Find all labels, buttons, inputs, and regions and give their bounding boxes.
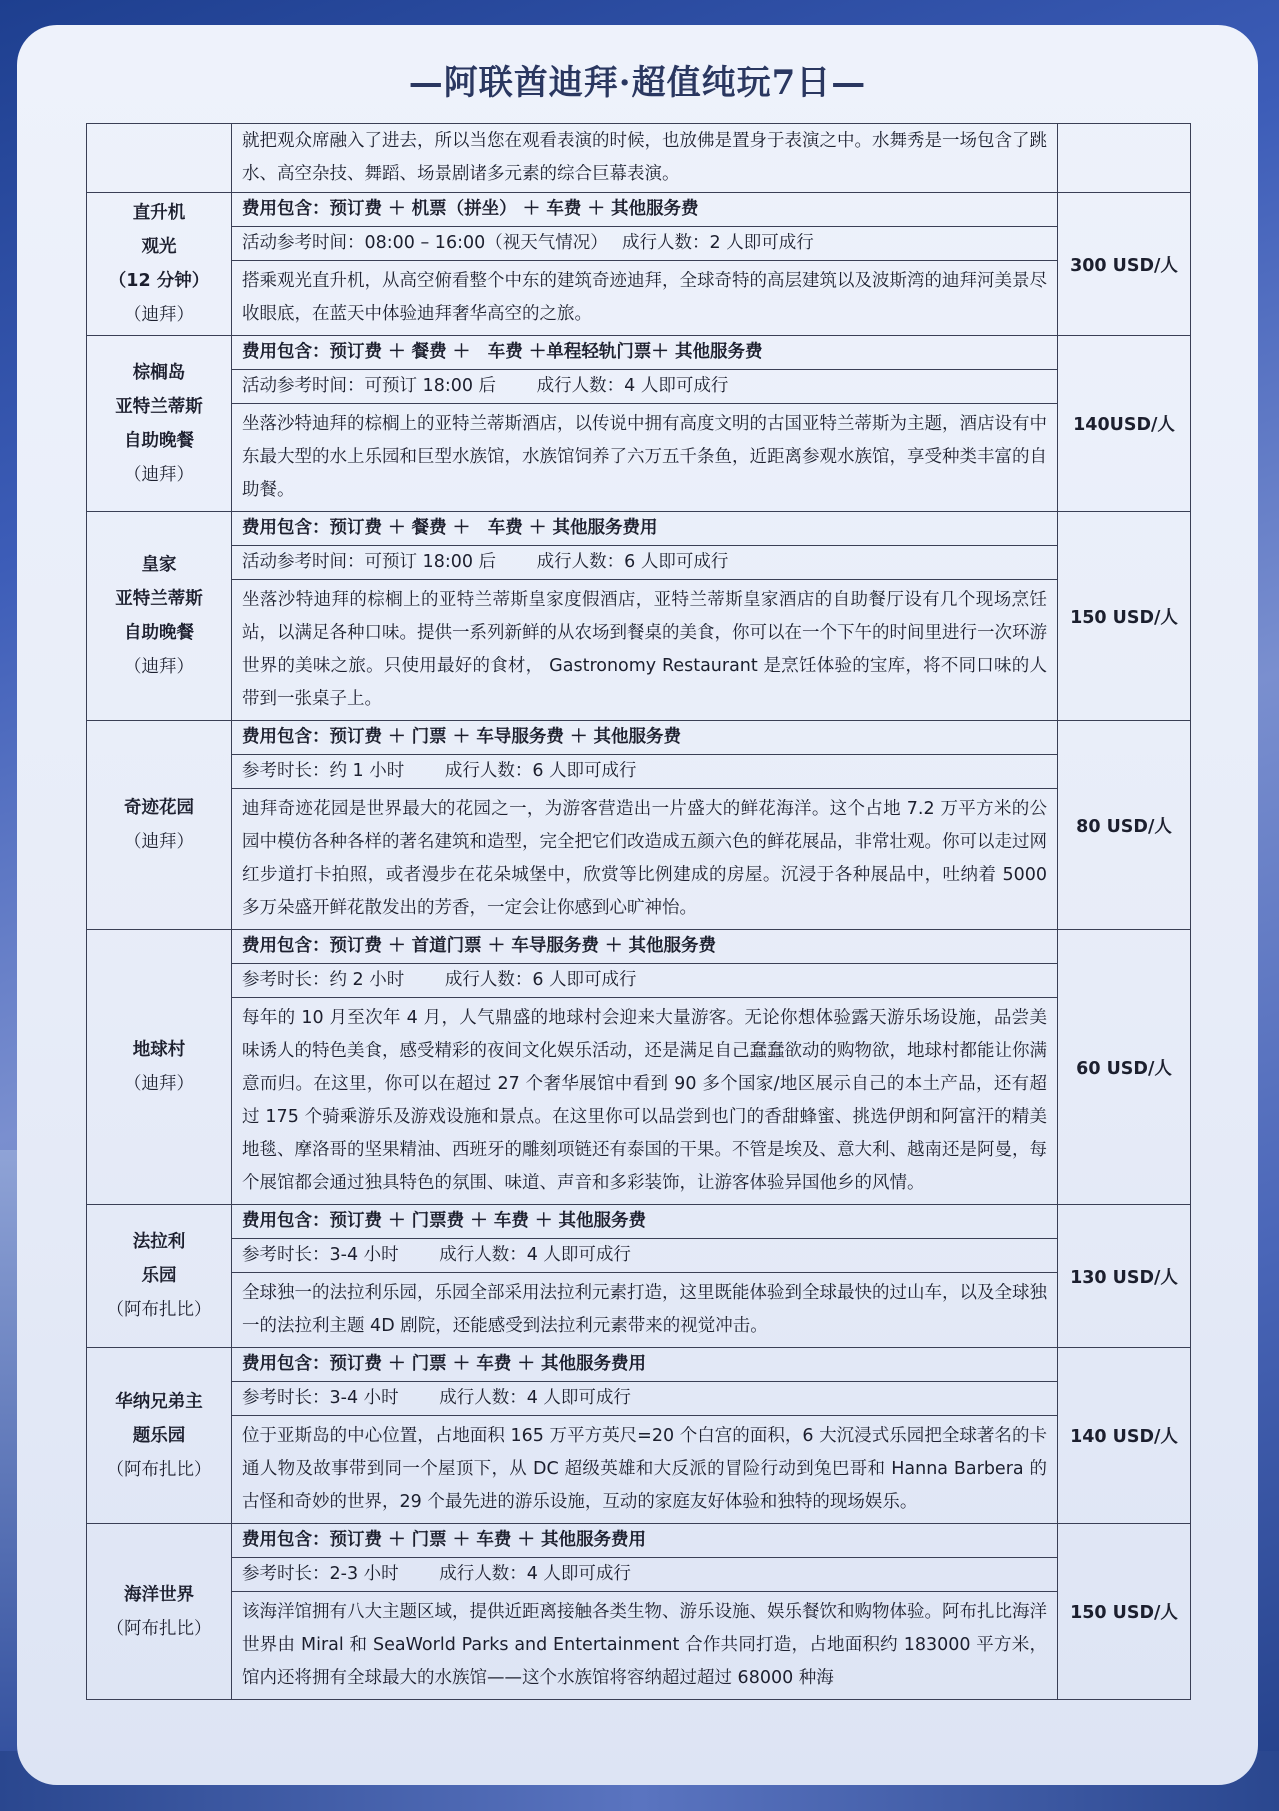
activity-time-and-size: 参考时长：约 1 小时 成行人数：6 人即可成行 (232, 755, 1058, 789)
activity-name-line: 乐园 (141, 1266, 177, 1286)
activity-desc-row (87, 998, 1191, 1205)
activity-info-row (87, 1558, 1191, 1592)
activity-desc-row (87, 1592, 1191, 1700)
activity-name (87, 1205, 232, 1348)
activity-desc-row (87, 404, 1191, 512)
empty-item-cell (87, 124, 232, 193)
activity-location: （阿布扎比） (106, 1300, 212, 1320)
activity-time-and-size: 活动参考时间：08:00 – 16:00（视天气情况） 成行人数：2 人即可成行 (232, 227, 1058, 261)
activity-time-and-size: 参考时长：3-4 小时 成行人数：4 人即可成行 (232, 1382, 1058, 1416)
activity-name (87, 193, 232, 336)
activity-name-line: 自助晚餐 (124, 623, 194, 643)
activity-desc-row (87, 1273, 1191, 1348)
fee-includes: 费用包含：预订费 ＋ 餐费 ＋ 车费 ＋ 其他服务费用 (232, 512, 1058, 546)
activity-row (87, 1524, 1191, 1558)
itinerary-card (17, 25, 1258, 1785)
activity-info-row (87, 1382, 1191, 1416)
activity-description: 位于亚斯岛的中心位置，占地面积 165 万平方英尺=20 个白宫的面积，6 大沉浸式乐园把全球著名的卡通人物及故事带到同一个屋顶下，从 DC 超级英雄和大反派的冒险行动到兔巴哥和 Hanna Barbera 的古怪和奇妙的世界，29 个最先进的游乐设施，互动的家庭友好体验和独特的现场娱乐。 (232, 1416, 1058, 1524)
activity-description: 迪拜奇迹花园是世界最大的花园之一，为游客营造出一片盛大的鲜花海洋。这个占地 7.2 万平方米的公园中模仿各种各样的著名建筑和造型，完全把它们改造成五颜六色的鲜花展品，非常壮观。你可以走过网红步道打卡拍照，或者漫步在花朵城堡中，欣赏等比例建成的房屋。沉浸于各种展品中，吐纳着 5000 多万朵盛开鲜花散发出的芳香，一定会让你感到心旷神怡。 (232, 789, 1058, 930)
activity-location: （阿布扎比） (106, 1618, 212, 1639)
activity-name (87, 336, 232, 512)
activity-name (87, 1348, 232, 1524)
fee-includes: 费用包含：预订费 ＋ 餐费 ＋ 车费 ＋单程轻轨门票＋ 其他服务费 (232, 336, 1058, 370)
activity-description: 搭乘观光直升机，从高空俯看整个中东的建筑奇迹迪拜，全球奇特的高层建筑以及波斯湾的迪拜河美景尽收眼底，在蓝天中体验迪拜奢华高空的之旅。 (232, 261, 1058, 336)
activity-info-row (87, 964, 1191, 998)
activity-name-line: 华纳兄弟主 (115, 1391, 203, 1412)
activity-row (87, 336, 1191, 370)
activity-description: 全球独一的法拉利乐园，乐园全部采用法拉利元素打造，这里既能体验到全球最快的过山车，以及全球独一的法拉利主题 4D 剧院，还能感受到法拉利元素带来的视觉冲击。 (232, 1273, 1058, 1348)
activity-desc-row (87, 789, 1191, 930)
activity-name-line: 棕榈岛 (132, 362, 186, 383)
fee-includes: 费用包含：预订费 ＋ 门票费 ＋ 车费 ＋ 其他服务费 (232, 1205, 1058, 1239)
continuation-row (87, 124, 1191, 193)
activity-desc-row (87, 261, 1191, 336)
fee-includes: 费用包含：预订费 ＋ 门票 ＋ 车费 ＋ 其他服务费用 (232, 1524, 1058, 1558)
fee-includes: 费用包含：预订费 ＋ 机票（拼坐） ＋ 车费 ＋ 其他服务费 (232, 193, 1058, 227)
activity-name-line: 海洋世界 (124, 1584, 194, 1605)
activity-price: 80 USD/人 (1058, 721, 1191, 930)
activity-name (87, 512, 232, 721)
activity-name-line: 题乐园 (132, 1425, 186, 1446)
activity-row (87, 1205, 1191, 1239)
activity-name-line: 皇家 (141, 555, 177, 575)
activity-name-line: 法拉利 (132, 1232, 186, 1252)
page-title: —阿联酋迪拜·超值纯玩7日— (408, 63, 867, 103)
activity-info-row (87, 546, 1191, 580)
activity-price: 60 USD/人 (1058, 930, 1191, 1205)
activity-name-line: 自助晚餐 (124, 430, 194, 451)
fee-includes: 费用包含：预订费 ＋ 首道门票 ＋ 车导服务费 ＋ 其他服务费 (232, 930, 1058, 964)
activity-price: 150 USD/人 (1058, 512, 1191, 721)
activity-name-line: 亚特兰蒂斯 (115, 396, 203, 417)
activity-location: （迪拜） (124, 657, 194, 677)
activity-name (87, 1524, 232, 1700)
activity-price: 300 USD/人 (1058, 193, 1191, 336)
activity-desc-row (87, 580, 1191, 721)
activity-location: （阿布扎比） (106, 1459, 212, 1480)
activity-description: 每年的 10 月至次年 4 月，人气鼎盛的地球村会迎来大量游客。无论你想体验露天游乐场设施，品尝美味诱人的特色美食，感受精彩的夜间文化娱乐活动，还是满足自己蠢蠢欲动的购物欲，地球村都能让你满意而归。在这里，你可以在超过 27 个奢华展馆中看到 90 多个国家/地区展示自己的本土产品，还有超过 175 个骑乘游乐及游戏设施和景点。在这里你可以品尝到也门的香甜蜂蜜、挑选伊朗和阿富汗的精美地毯、摩洛哥的坚果精油、西班牙的雕刻项链还有泰国的干果。不管是埃及、意大利、越南还是阿曼，每个展馆都会通过独具特色的氛围、味道、声音和多彩装饰，让游客体验异国他乡的风情。 (232, 998, 1058, 1205)
activity-description: 该海洋馆拥有八大主题区域，提供近距离接触各类生物、游乐设施、娱乐餐饮和购物体验。阿布扎比海洋世界由 Miral 和 SeaWorld Parks and Entertainment 合作共同打造，占地面积约 183000 平方米，馆内还将拥有全球最大的水族馆——这个水族馆将容纳超过超过 68000 种海 (232, 1592, 1058, 1700)
activity-time-and-size: 活动参考时间：可预订 18:00 后 成行人数：6 人即可成行 (232, 546, 1058, 580)
activity-info-row (87, 1239, 1191, 1273)
activity-row (87, 1348, 1191, 1382)
activity-location: （迪拜） (124, 832, 194, 852)
activity-price: 150 USD/人 (1058, 1524, 1191, 1700)
activity-name-line: 直升机 (132, 203, 186, 223)
activity-name-line: （12 分钟） (108, 271, 210, 291)
activity-price: 140 USD/人 (1058, 1348, 1191, 1524)
activity-info-row (87, 227, 1191, 261)
activity-row (87, 721, 1191, 755)
fee-includes: 费用包含：预订费 ＋ 门票 ＋ 车费 ＋ 其他服务费用 (232, 1348, 1058, 1382)
activity-table (86, 123, 1191, 1700)
activity-description: 坐落沙特迪拜的棕榈上的亚特兰蒂斯酒店，以传说中拥有高度文明的古国亚特兰蒂斯为主题，酒店设有中东最大型的水上乐园和巨型水族馆，水族馆饲养了六万五千条鱼，近距离参观水族馆，享受种类丰富的自助餐。 (232, 404, 1058, 512)
activity-name-line: 奇迹花园 (124, 798, 194, 818)
activity-name-line: 亚特兰蒂斯 (115, 589, 203, 609)
activity-name (87, 930, 232, 1205)
activity-time-and-size: 参考时长：约 2 小时 成行人数：6 人即可成行 (232, 964, 1058, 998)
activity-row (87, 930, 1191, 964)
activity-time-and-size: 参考时长：2-3 小时 成行人数：4 人即可成行 (232, 1558, 1058, 1592)
activity-location: （迪拜） (124, 1074, 194, 1094)
activity-time-and-size: 活动参考时间：可预订 18:00 后 成行人数：4 人即可成行 (232, 370, 1058, 404)
activity-time-and-size: 参考时长：3-4 小时 成行人数：4 人即可成行 (232, 1239, 1058, 1273)
activity-name-line: 观光 (141, 237, 177, 257)
activity-info-row (87, 755, 1191, 789)
fee-includes: 费用包含：预订费 ＋ 门票 ＋ 车导服务费 ＋ 其他服务费 (232, 721, 1058, 755)
activity-info-row (87, 370, 1191, 404)
continuation-text: 就把观众席融入了进去，所以当您在观看表演的时候，也放佛是置身于表演之中。水舞秀是一场包含了跳水、高空杂技、舞蹈、场景剧诸多元素的综合巨幕表演。 (232, 124, 1058, 193)
activity-row (87, 512, 1191, 546)
activity-description: 坐落沙特迪拜的棕榈上的亚特兰蒂斯皇家度假酒店，亚特兰蒂斯皇家酒店的自助餐厅设有几个现场烹饪站，以满足各种口味。提供一系列新鲜的从农场到餐桌的美食，你可以在一个下午的时间里进行一次环游世界的美味之旅。只使用最好的食材， Gastronomy Restaurant 是烹饪体验的宝库，将不同口味的人带到一张桌子上。 (232, 580, 1058, 721)
activity-name-line: 地球村 (132, 1040, 186, 1060)
activity-name (87, 721, 232, 930)
activity-location: （迪拜） (124, 305, 194, 325)
empty-price-cell (1058, 124, 1191, 193)
activity-location: （迪拜） (124, 464, 194, 485)
activity-price: 130 USD/人 (1058, 1205, 1191, 1348)
activity-desc-row (87, 1416, 1191, 1524)
activity-row (87, 193, 1191, 227)
activity-price: 140USD/人 (1058, 336, 1191, 512)
